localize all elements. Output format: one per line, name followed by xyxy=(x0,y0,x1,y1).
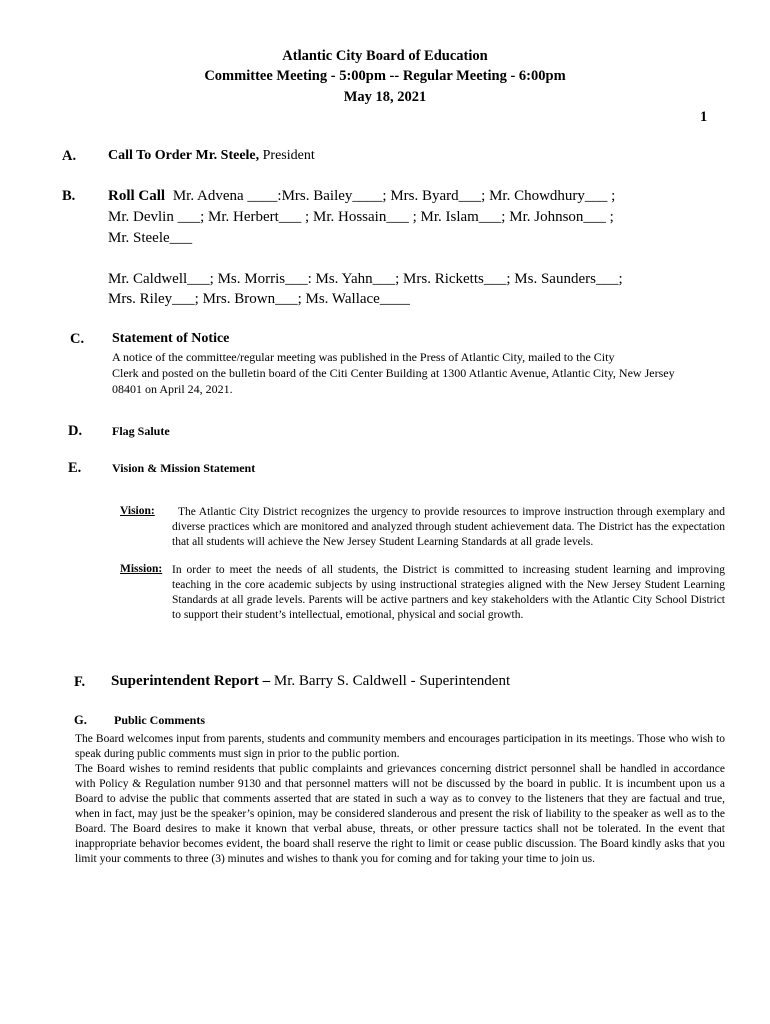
section-b-letter: B. xyxy=(62,188,76,204)
vision-label: Vision: xyxy=(120,505,155,517)
vision-text: The Atlantic City District recognizes the urgency to provide resources to improve instruction through exemplary and diverse practices which are monitored and analyzed through student achievement data. The District has the expectation that all students will achieve the New Jersey Student Learning Standards at all grade levels. xyxy=(172,506,725,548)
section-e-title: Vision & Mission Statement xyxy=(112,461,256,475)
public-comments-para-2: The Board wishes to remind residents that public complaints and grievances concerning district personnel shall be handled in accordance with Policy & Regulation number 9130 and that personnel matters will not be discussed by the board in public. It is incumbent upon us a Board to advise the public that comments asserted that are stated in such a way as to convey to the listeners that they are factual and true, when in fact, may just be the speaker’s opinion, may be considered slanderous and present the risk of liability to the speaker as well as to the Board. The Board desires to make it known that verbal abuse, threats, or other pressure tactics shall not be tolerated. In the event that inappropriate behavior becomes evident, the board shall reserve the right to limit or cease public discussion. The Board kindly asks that you limit your comments to three (3) minutes and wishes to thank you for coming and for taking your time to join us. xyxy=(75,763,725,865)
section-a-title: Call To Order xyxy=(108,148,193,163)
section-a-role: President xyxy=(262,148,315,163)
meeting-times: Committee Meeting - 5:00pm -- Regular Meeting - 6:00pm xyxy=(204,68,566,84)
roll-call-names-1: Mr. Advena ____:Mrs. Bailey____; Mrs. Byard___; Mr. Chowdhury___ ; xyxy=(172,188,616,204)
roll-call-line-2: Mr. Devlin ___; Mr. Herbert___ ; Mr. Hossain___ ; Mr. Islam___; Mr. Johnson___ ; xyxy=(108,209,614,225)
notice-line-2: Clerk and posted on the bulletin board of the Citi Center Building at 1300 Atlantic Avenue, Atlantic City, New Jersey xyxy=(112,366,675,380)
section-g-letter: G. xyxy=(74,713,87,727)
section-c-letter: C. xyxy=(70,331,85,347)
mission-label: Mission: xyxy=(120,563,163,575)
meeting-date: May 18, 2021 xyxy=(343,89,427,105)
section-a-presider: Mr. Steele, xyxy=(195,148,260,163)
page-number: 1 xyxy=(700,109,708,125)
section-f-line xyxy=(111,673,510,690)
roll-call-line-1 xyxy=(108,188,615,205)
section-f-letter: F. xyxy=(74,674,86,690)
superintendent-name: Mr. Barry S. Caldwell - Superintendent xyxy=(273,673,511,689)
roll-call-line-5: Mrs. Riley___; Mrs. Brown___; Ms. Wallace____ xyxy=(108,291,410,307)
section-e-letter: E. xyxy=(68,460,82,476)
section-d-letter: D. xyxy=(68,423,83,439)
section-c-title: Statement of Notice xyxy=(112,331,230,346)
section-a-letter: A. xyxy=(62,148,77,164)
mission-text: In order to meet the needs of all students, the District is committed to increasing student learning and improving teaching in the core academic subjects by using instructional strategies aligned with the New Jersey Student Learning Standards at all grade levels. Parents will be active partners and key stakeholders with the Atlantic City School District to support their student’s intellectual, emotional, physical and social growth. xyxy=(172,564,725,621)
roll-call-line-3: Mr. Steele___ xyxy=(108,230,193,246)
section-a-line xyxy=(108,148,315,164)
notice-line-3: 08401 on April 24, 2021. xyxy=(112,382,233,396)
document-title: Atlantic City Board of Education xyxy=(282,48,488,64)
public-comments-para-1: The Board welcomes input from parents, students and community members and encourages participation in its meetings. Those who wish to speak during public comments must sign in prior to the public portion. xyxy=(75,733,725,760)
section-f-title: Superintendent Report – xyxy=(111,673,271,689)
notice-line-1: A notice of the committee/regular meeting was published in the Press of Atlantic City, mailed to the City xyxy=(112,350,615,364)
section-b-title: Roll Call xyxy=(108,188,166,204)
section-d-title: Flag Salute xyxy=(112,424,170,438)
roll-call-line-4: Mr. Caldwell___; Ms. Morris___: Ms. Yahn___; Mrs. Ricketts___; Ms. Saunders___; xyxy=(108,271,623,287)
section-g-title: Public Comments xyxy=(114,713,205,727)
